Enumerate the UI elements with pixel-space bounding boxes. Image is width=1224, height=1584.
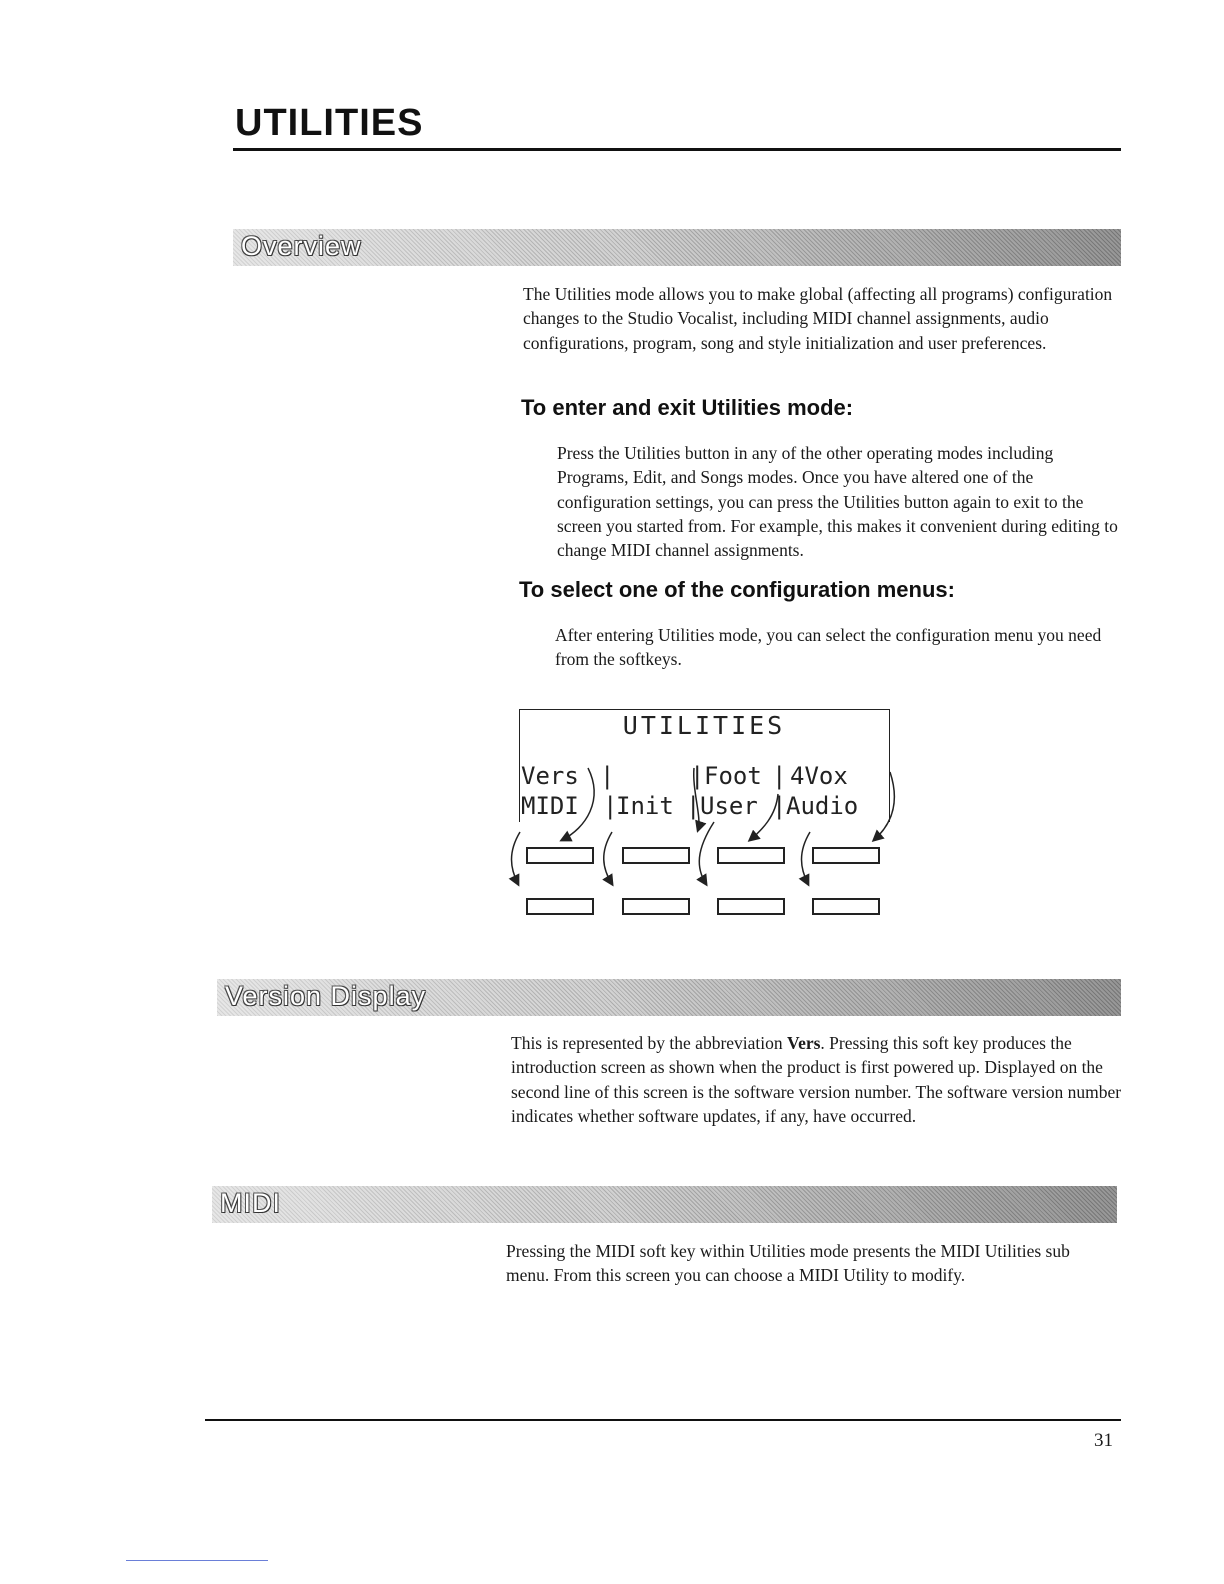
lcd-softkey-label-vers: Vers xyxy=(521,762,579,790)
lcd-separator: | xyxy=(686,792,701,820)
lcd-softkey-label-foot: Foot xyxy=(704,762,762,790)
select-menu-paragraph: After entering Utilities mode, you can select the configuration menu you need from the softkeys. xyxy=(555,625,1102,670)
arrow-vers xyxy=(562,768,594,840)
softkey-lower-4[interactable] xyxy=(812,898,880,915)
lcd-softkey-label-init: Init xyxy=(616,792,674,820)
overview-paragraph: The Utilities mode allows you to make global (affecting all programs) configuration changes to the Studio Vocalist, including MIDI channel assignments, audio configurations, program, song and style initialization and user preferences. xyxy=(523,284,1113,353)
softkey-lower-2[interactable] xyxy=(622,898,690,915)
lcd-separator: | xyxy=(690,762,705,790)
lcd-separator: | xyxy=(772,762,787,790)
version-text-after: . Pressing this soft key produces the introduction screen as shown when the product is first powered up. Displayed on the second line of this screen is the software version number. The software version number indicates whether software updates, if any, have occurred. xyxy=(511,1033,1122,1126)
arrow-midi xyxy=(512,832,521,884)
enter-exit-paragraph: Press the Utilities button in any of the other operating modes including Programs, Edit, and Songs modes. Once you have altered one of the configuration settings, you can press the Utilities button again to exit to the screen you started from. For example, this makes it convenient during editing to change MIDI channel assignments. xyxy=(557,443,1118,561)
section-heading-version-display: Version Display xyxy=(225,981,427,1011)
lcd-softkey-label-midi: MIDI xyxy=(521,792,579,820)
lcd-separator: | xyxy=(603,792,618,820)
version-abbreviation: Vers xyxy=(787,1033,821,1053)
arrow-user xyxy=(699,822,714,884)
scan-edge-mark xyxy=(126,1560,268,1561)
lcd-softkey-label-audio: Audio xyxy=(786,792,859,820)
section-heading-overview: Overview xyxy=(241,231,362,261)
section-band-version-display xyxy=(217,979,1121,1016)
softkey-lower-3[interactable] xyxy=(717,898,785,915)
midi-paragraph: Pressing the MIDI soft key within Utilities mode presents the MIDI Utilities sub menu. From this screen you can choose a MIDI Utility to modify. xyxy=(506,1241,1070,1286)
lcd-softkey-label-user: User xyxy=(700,792,758,820)
footer-rule xyxy=(205,1419,1121,1421)
arrow-init xyxy=(604,832,612,884)
section-band-midi xyxy=(212,1186,1117,1223)
page-title: UTILITIES xyxy=(235,102,424,144)
arrow-audio xyxy=(802,832,811,884)
subheading-enter-exit: To enter and exit Utilities mode: xyxy=(521,395,854,420)
arrow-4vox xyxy=(874,772,894,840)
lcd-separator: | xyxy=(600,762,615,790)
section-band-overview xyxy=(233,229,1121,266)
page-number: 31 xyxy=(1094,1430,1113,1451)
lcd-separator: | xyxy=(772,792,787,820)
lcd-title: UTILITIES xyxy=(622,711,786,740)
arrow-user-up xyxy=(750,794,778,840)
lcd-softkey-label-4vox: 4Vox xyxy=(790,762,848,790)
arrow-foot xyxy=(694,768,699,830)
section-heading-midi: MIDI xyxy=(220,1188,281,1218)
version-display-paragraph xyxy=(511,1031,1123,1128)
version-text-before: This is represented by the abbreviation xyxy=(511,1033,788,1053)
subheading-select-menu: To select one of the configuration menus: xyxy=(519,577,955,602)
title-rule xyxy=(233,148,1121,151)
softkey-lower-1[interactable] xyxy=(526,898,594,915)
softkey-arrows xyxy=(500,760,920,900)
